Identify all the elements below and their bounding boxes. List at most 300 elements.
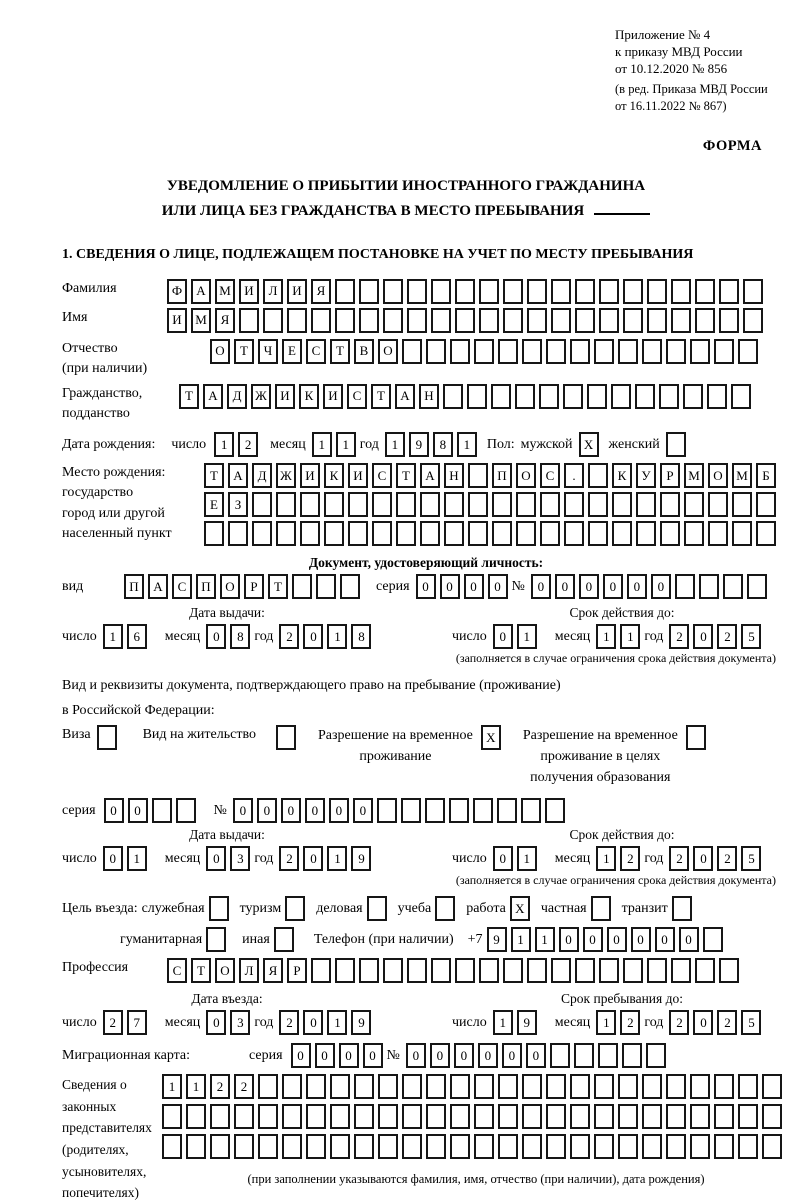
char-cell[interactable] (420, 521, 440, 546)
char-cell[interactable] (407, 279, 427, 304)
char-cell[interactable] (252, 492, 272, 517)
char-cell[interactable] (474, 1104, 494, 1129)
char-cell[interactable] (731, 384, 751, 409)
char-cell[interactable]: 0 (607, 927, 627, 952)
char-cell[interactable] (479, 958, 499, 983)
char-cell[interactable]: 0 (206, 1010, 226, 1035)
char-cell[interactable] (599, 308, 619, 333)
char-cell[interactable]: 2 (669, 846, 689, 871)
char-cell[interactable]: Т (371, 384, 391, 409)
char-cell[interactable] (176, 798, 196, 823)
char-cell[interactable]: 0 (257, 798, 277, 823)
char-cell[interactable] (285, 896, 305, 921)
char-cell[interactable]: 2 (717, 624, 737, 649)
char-cell[interactable]: 1 (517, 624, 537, 649)
char-cell[interactable] (455, 958, 475, 983)
char-cell[interactable] (468, 521, 488, 546)
char-cell[interactable] (622, 1043, 642, 1068)
char-cell[interactable]: А (148, 574, 168, 599)
char-cell[interactable] (503, 308, 523, 333)
char-cell[interactable] (258, 1074, 278, 1099)
char-cell[interactable] (574, 1043, 594, 1068)
char-cell[interactable]: 2 (279, 1010, 299, 1035)
char-cell[interactable] (671, 308, 691, 333)
char-cell[interactable] (402, 339, 422, 364)
char-cell[interactable] (306, 1134, 326, 1159)
char-cell[interactable]: 1 (162, 1074, 182, 1099)
char-cell[interactable] (612, 521, 632, 546)
char-cell[interactable] (372, 521, 392, 546)
char-cell[interactable]: М (215, 279, 235, 304)
char-cell[interactable] (684, 492, 704, 517)
char-cell[interactable] (498, 1074, 518, 1099)
char-cell[interactable] (522, 1104, 542, 1129)
char-cell[interactable] (647, 958, 667, 983)
char-cell[interactable] (306, 1104, 326, 1129)
char-cell[interactable] (311, 308, 331, 333)
char-cell[interactable]: X (579, 432, 599, 457)
char-cell[interactable]: 9 (487, 927, 507, 952)
char-cell[interactable] (695, 279, 715, 304)
char-cell[interactable]: К (324, 463, 344, 488)
char-cell[interactable] (359, 308, 379, 333)
char-cell[interactable] (671, 279, 691, 304)
char-cell[interactable] (540, 492, 560, 517)
char-cell[interactable]: И (348, 463, 368, 488)
char-cell[interactable] (435, 896, 455, 921)
char-cell[interactable] (377, 798, 397, 823)
char-cell[interactable]: 2 (717, 1010, 737, 1035)
char-cell[interactable] (594, 1134, 614, 1159)
char-cell[interactable]: 3 (230, 1010, 250, 1035)
char-cell[interactable] (647, 308, 667, 333)
char-cell[interactable] (402, 1074, 422, 1099)
char-cell[interactable] (276, 521, 296, 546)
char-cell[interactable] (516, 521, 536, 546)
char-cell[interactable] (521, 798, 541, 823)
char-cell[interactable]: Л (263, 279, 283, 304)
char-cell[interactable] (719, 308, 739, 333)
char-cell[interactable]: 0 (281, 798, 301, 823)
char-cell[interactable] (743, 279, 763, 304)
char-cell[interactable] (426, 339, 446, 364)
char-cell[interactable] (660, 492, 680, 517)
char-cell[interactable] (367, 896, 387, 921)
char-cell[interactable]: С (306, 339, 326, 364)
char-cell[interactable] (666, 339, 686, 364)
char-cell[interactable]: 2 (717, 846, 737, 871)
char-cell[interactable]: 0 (128, 798, 148, 823)
char-cell[interactable] (378, 1104, 398, 1129)
char-cell[interactable]: И (323, 384, 343, 409)
char-cell[interactable] (300, 492, 320, 517)
char-cell[interactable] (598, 1043, 618, 1068)
char-cell[interactable]: У (636, 463, 656, 488)
char-cell[interactable] (708, 492, 728, 517)
char-cell[interactable] (570, 1074, 590, 1099)
char-cell[interactable]: 0 (651, 574, 671, 599)
char-cell[interactable] (719, 958, 739, 983)
char-cell[interactable]: С (372, 463, 392, 488)
char-cell[interactable] (703, 927, 723, 952)
char-cell[interactable]: О (378, 339, 398, 364)
char-cell[interactable]: 2 (620, 846, 640, 871)
char-cell[interactable]: О (210, 339, 230, 364)
char-cell[interactable] (491, 384, 511, 409)
char-cell[interactable] (359, 279, 379, 304)
char-cell[interactable] (762, 1104, 782, 1129)
char-cell[interactable]: 0 (679, 927, 699, 952)
char-cell[interactable] (431, 308, 451, 333)
char-cell[interactable]: Р (244, 574, 264, 599)
char-cell[interactable] (699, 574, 719, 599)
char-cell[interactable] (330, 1134, 350, 1159)
char-cell[interactable] (738, 339, 758, 364)
char-cell[interactable] (672, 896, 692, 921)
char-cell[interactable] (497, 798, 517, 823)
char-cell[interactable] (756, 521, 776, 546)
char-cell[interactable] (396, 521, 416, 546)
char-cell[interactable]: 0 (555, 574, 575, 599)
char-cell[interactable] (383, 279, 403, 304)
char-cell[interactable]: 1 (493, 1010, 513, 1035)
char-cell[interactable] (162, 1134, 182, 1159)
char-cell[interactable] (450, 339, 470, 364)
char-cell[interactable]: Т (191, 958, 211, 983)
char-cell[interactable]: 6 (127, 624, 147, 649)
char-cell[interactable]: Д (227, 384, 247, 409)
char-cell[interactable] (587, 384, 607, 409)
char-cell[interactable] (636, 492, 656, 517)
char-cell[interactable] (330, 1074, 350, 1099)
char-cell[interactable] (455, 279, 475, 304)
char-cell[interactable] (747, 574, 767, 599)
char-cell[interactable] (671, 958, 691, 983)
char-cell[interactable] (707, 384, 727, 409)
char-cell[interactable] (354, 1074, 374, 1099)
char-cell[interactable]: 0 (454, 1043, 474, 1068)
char-cell[interactable] (282, 1134, 302, 1159)
char-cell[interactable]: Е (282, 339, 302, 364)
char-cell[interactable]: 0 (406, 1043, 426, 1068)
char-cell[interactable]: 0 (579, 574, 599, 599)
char-cell[interactable] (348, 492, 368, 517)
char-cell[interactable]: 0 (493, 624, 513, 649)
char-cell[interactable]: Т (234, 339, 254, 364)
char-cell[interactable] (444, 492, 464, 517)
char-cell[interactable] (551, 308, 571, 333)
char-cell[interactable]: 1 (596, 1010, 616, 1035)
char-cell[interactable]: Я (263, 958, 283, 983)
char-cell[interactable] (738, 1074, 758, 1099)
char-cell[interactable]: 0 (206, 624, 226, 649)
char-cell[interactable] (594, 339, 614, 364)
char-cell[interactable] (594, 1074, 614, 1099)
char-cell[interactable] (498, 1134, 518, 1159)
char-cell[interactable] (683, 384, 703, 409)
char-cell[interactable] (348, 521, 368, 546)
char-cell[interactable]: Ж (251, 384, 271, 409)
char-cell[interactable] (503, 958, 523, 983)
char-cell[interactable] (300, 521, 320, 546)
char-cell[interactable] (522, 339, 542, 364)
char-cell[interactable] (642, 339, 662, 364)
char-cell[interactable]: 2 (103, 1010, 123, 1035)
char-cell[interactable]: 8 (230, 624, 250, 649)
char-cell[interactable]: 1 (596, 624, 616, 649)
char-cell[interactable]: 1 (127, 846, 147, 871)
char-cell[interactable] (738, 1104, 758, 1129)
char-cell[interactable] (546, 1134, 566, 1159)
char-cell[interactable] (450, 1104, 470, 1129)
char-cell[interactable] (690, 339, 710, 364)
char-cell[interactable]: А (191, 279, 211, 304)
char-cell[interactable] (396, 492, 416, 517)
char-cell[interactable]: 1 (620, 624, 640, 649)
char-cell[interactable] (479, 308, 499, 333)
char-cell[interactable]: В (354, 339, 374, 364)
char-cell[interactable] (209, 896, 229, 921)
char-cell[interactable] (575, 958, 595, 983)
char-cell[interactable]: Н (419, 384, 439, 409)
char-cell[interactable]: 1 (327, 1010, 347, 1035)
char-cell[interactable] (359, 958, 379, 983)
char-cell[interactable] (292, 574, 312, 599)
char-cell[interactable]: О (215, 958, 235, 983)
char-cell[interactable] (522, 1134, 542, 1159)
char-cell[interactable] (719, 279, 739, 304)
char-cell[interactable]: 1 (214, 432, 234, 457)
char-cell[interactable] (591, 896, 611, 921)
char-cell[interactable] (468, 492, 488, 517)
char-cell[interactable]: . (564, 463, 584, 488)
char-cell[interactable]: 0 (440, 574, 460, 599)
char-cell[interactable] (723, 574, 743, 599)
char-cell[interactable]: 0 (103, 846, 123, 871)
char-cell[interactable] (550, 1043, 570, 1068)
char-cell[interactable] (234, 1104, 254, 1129)
char-cell[interactable]: Н (444, 463, 464, 488)
char-cell[interactable] (570, 1104, 590, 1129)
char-cell[interactable]: С (347, 384, 367, 409)
char-cell[interactable]: Т (179, 384, 199, 409)
char-cell[interactable]: 0 (478, 1043, 498, 1068)
char-cell[interactable] (714, 339, 734, 364)
char-cell[interactable] (276, 725, 296, 750)
char-cell[interactable]: 1 (596, 846, 616, 871)
char-cell[interactable] (407, 308, 427, 333)
char-cell[interactable] (690, 1104, 710, 1129)
char-cell[interactable]: 0 (303, 1010, 323, 1035)
char-cell[interactable]: 1 (336, 432, 356, 457)
char-cell[interactable] (570, 1134, 590, 1159)
char-cell[interactable]: 5 (741, 624, 761, 649)
char-cell[interactable] (455, 308, 475, 333)
char-cell[interactable] (546, 1104, 566, 1129)
char-cell[interactable]: А (420, 463, 440, 488)
char-cell[interactable] (152, 798, 172, 823)
char-cell[interactable]: 1 (517, 846, 537, 871)
char-cell[interactable] (316, 574, 336, 599)
char-cell[interactable] (762, 1074, 782, 1099)
char-cell[interactable] (335, 279, 355, 304)
char-cell[interactable]: К (612, 463, 632, 488)
char-cell[interactable]: Я (215, 308, 235, 333)
char-cell[interactable]: 0 (502, 1043, 522, 1068)
char-cell[interactable] (635, 384, 655, 409)
char-cell[interactable]: 1 (385, 432, 405, 457)
char-cell[interactable] (642, 1134, 662, 1159)
char-cell[interactable] (204, 521, 224, 546)
char-cell[interactable] (383, 308, 403, 333)
char-cell[interactable] (474, 1134, 494, 1159)
char-cell[interactable]: 1 (103, 624, 123, 649)
char-cell[interactable] (492, 492, 512, 517)
char-cell[interactable]: О (708, 463, 728, 488)
char-cell[interactable]: 8 (433, 432, 453, 457)
char-cell[interactable] (612, 492, 632, 517)
char-cell[interactable]: 0 (631, 927, 651, 952)
char-cell[interactable]: Л (239, 958, 259, 983)
char-cell[interactable] (563, 384, 583, 409)
char-cell[interactable] (527, 279, 547, 304)
char-cell[interactable] (402, 1134, 422, 1159)
char-cell[interactable] (642, 1074, 662, 1099)
char-cell[interactable] (431, 958, 451, 983)
char-cell[interactable] (618, 1134, 638, 1159)
char-cell[interactable]: 2 (210, 1074, 230, 1099)
char-cell[interactable] (594, 1104, 614, 1129)
char-cell[interactable] (354, 1104, 374, 1129)
char-cell[interactable]: О (220, 574, 240, 599)
char-cell[interactable]: М (684, 463, 704, 488)
char-cell[interactable] (686, 725, 706, 750)
char-cell[interactable]: К (299, 384, 319, 409)
char-cell[interactable] (498, 339, 518, 364)
char-cell[interactable] (378, 1134, 398, 1159)
char-cell[interactable]: П (492, 463, 512, 488)
char-cell[interactable] (425, 798, 445, 823)
char-cell[interactable] (311, 958, 331, 983)
char-cell[interactable] (450, 1134, 470, 1159)
char-cell[interactable]: А (203, 384, 223, 409)
char-cell[interactable] (522, 1074, 542, 1099)
char-cell[interactable]: Ж (276, 463, 296, 488)
char-cell[interactable] (666, 432, 686, 457)
char-cell[interactable] (378, 1074, 398, 1099)
char-cell[interactable] (546, 339, 566, 364)
char-cell[interactable]: 0 (627, 574, 647, 599)
char-cell[interactable] (708, 521, 728, 546)
char-cell[interactable] (618, 1104, 638, 1129)
char-cell[interactable] (623, 279, 643, 304)
char-cell[interactable]: 2 (234, 1074, 254, 1099)
char-cell[interactable] (618, 339, 638, 364)
char-cell[interactable]: 8 (351, 624, 371, 649)
char-cell[interactable] (330, 1104, 350, 1129)
char-cell[interactable] (372, 492, 392, 517)
char-cell[interactable] (738, 1134, 758, 1159)
char-cell[interactable]: И (239, 279, 259, 304)
char-cell[interactable] (258, 1134, 278, 1159)
char-cell[interactable]: 0 (583, 927, 603, 952)
char-cell[interactable] (714, 1074, 734, 1099)
char-cell[interactable] (426, 1104, 446, 1129)
char-cell[interactable] (479, 279, 499, 304)
char-cell[interactable]: Я (311, 279, 331, 304)
char-cell[interactable]: 2 (238, 432, 258, 457)
char-cell[interactable] (210, 1104, 230, 1129)
char-cell[interactable]: Р (287, 958, 307, 983)
char-cell[interactable]: 2 (279, 846, 299, 871)
char-cell[interactable]: М (732, 463, 752, 488)
char-cell[interactable]: 3 (230, 846, 250, 871)
char-cell[interactable] (426, 1134, 446, 1159)
char-cell[interactable]: Т (268, 574, 288, 599)
char-cell[interactable]: С (167, 958, 187, 983)
char-cell[interactable] (714, 1104, 734, 1129)
char-cell[interactable] (228, 521, 248, 546)
char-cell[interactable]: 0 (655, 927, 675, 952)
char-cell[interactable]: П (196, 574, 216, 599)
char-cell[interactable] (575, 279, 595, 304)
char-cell[interactable]: 0 (291, 1043, 311, 1068)
char-cell[interactable] (449, 798, 469, 823)
char-cell[interactable]: 1 (511, 927, 531, 952)
char-cell[interactable]: М (191, 308, 211, 333)
char-cell[interactable]: Т (204, 463, 224, 488)
char-cell[interactable]: С (540, 463, 560, 488)
char-cell[interactable] (473, 798, 493, 823)
char-cell[interactable]: 5 (741, 1010, 761, 1035)
char-cell[interactable]: 0 (559, 927, 579, 952)
char-cell[interactable] (575, 308, 595, 333)
char-cell[interactable] (162, 1104, 182, 1129)
char-cell[interactable] (335, 308, 355, 333)
char-cell[interactable]: Е (204, 492, 224, 517)
char-cell[interactable]: 0 (303, 624, 323, 649)
char-cell[interactable] (647, 279, 667, 304)
char-cell[interactable] (420, 492, 440, 517)
char-cell[interactable] (660, 521, 680, 546)
char-cell[interactable] (732, 492, 752, 517)
char-cell[interactable] (570, 339, 590, 364)
char-cell[interactable] (646, 1043, 666, 1068)
char-cell[interactable] (690, 1134, 710, 1159)
char-cell[interactable] (401, 798, 421, 823)
char-cell[interactable] (234, 1134, 254, 1159)
char-cell[interactable] (743, 308, 763, 333)
char-cell[interactable] (516, 492, 536, 517)
char-cell[interactable] (444, 521, 464, 546)
char-cell[interactable]: 9 (351, 846, 371, 871)
char-cell[interactable] (492, 521, 512, 546)
char-cell[interactable] (666, 1134, 686, 1159)
char-cell[interactable] (564, 521, 584, 546)
char-cell[interactable]: 9 (351, 1010, 371, 1035)
char-cell[interactable] (498, 1104, 518, 1129)
char-cell[interactable] (354, 1134, 374, 1159)
char-cell[interactable]: 1 (327, 624, 347, 649)
char-cell[interactable] (551, 279, 571, 304)
char-cell[interactable] (287, 308, 307, 333)
char-cell[interactable]: X (510, 896, 530, 921)
char-cell[interactable]: 0 (363, 1043, 383, 1068)
char-cell[interactable] (756, 492, 776, 517)
char-cell[interactable] (714, 1134, 734, 1159)
char-cell[interactable] (623, 958, 643, 983)
char-cell[interactable] (324, 521, 344, 546)
